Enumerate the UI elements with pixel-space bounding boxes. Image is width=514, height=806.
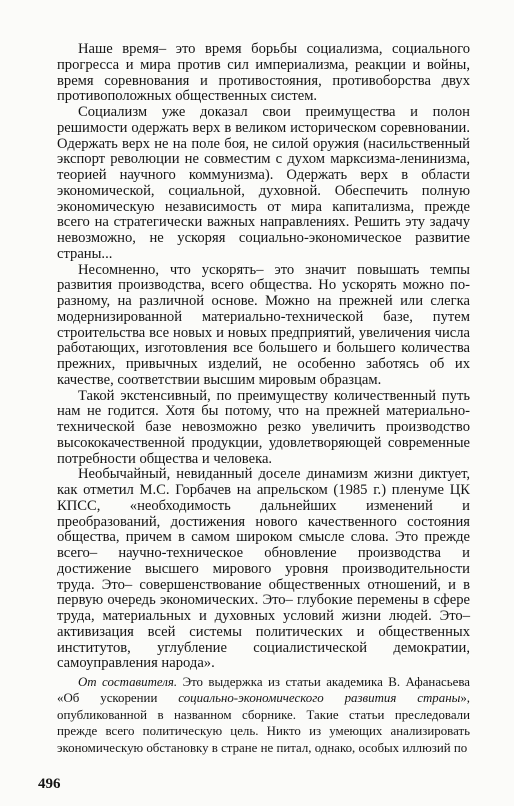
compiler-note-lead: От составителя. (78, 675, 178, 689)
compiler-note-text: Это выдержка из статьи академика В. Афанасьева «Об ускорении (57, 675, 471, 706)
paragraph: Наше время– это время борьбы социализма, социального прогресса и мира против сил империализма, реакции и войны, время соревнования и противостояния, противоборства двух противоположных общественных систем. (57, 41, 470, 105)
paragraph: Необычайный, невиданный доселе динамизм жизни диктует, как отметил М.С. Горбачев на апрельском (1985 г.) пленуме ЦК КПСС, «необходимость дальнейших изменений и преобразований, достижения нового качественного состояния общества, причем в самом широком смысле слова. Это прежде всего– научно-техническое обновление производства и достижение высшего мирового уровня производительности труда. Это– совершенствование общественных отношений, и в первую очередь экономических. Это– глубокие перемены в сфере труда, материальных и духовных условий жизни людей. Это– активизация всей системы политических и общественных институтов, углубление социалистической демократии, самоуправления народа». (57, 466, 470, 672)
compiler-note (57, 674, 470, 756)
paragraph: Такой экстенсивный, по преимуществу количественный путь нам не годится. Хотя бы потому, что на прежней материально-технической базе невозможно резко увеличить производство высококачественной продукции, удовлетворяющей современные потребности общества и человека. (57, 387, 470, 467)
page-body-text (57, 42, 470, 756)
compiler-note-text-continued: », опубликованной в названном сборнике. Такие статьи преследовали прежде всего политическую цель. Никто из умеющих анализировать экономическую обстановку в стране не питал, однако, особых иллюзий по (57, 691, 470, 755)
paragraph: Социализм уже доказал свои преимущества и полон решимости одержать верх в великом историческом соревновании. Одержать верх не на поле боя, не силой оружия (насильственный экспорт революции не совместим с духом марксизма-ленинизма, теорией научного коммунизма). Одержать верх в области экономической, социальной, духовной. Обеспечить полную экономическую независимость от мира капитализма, прежде всего на стратегически важных направлениях. Решить эту задачу невозможно, не ускоряя социально-экономическое развитие страны... (57, 104, 470, 262)
page-number: 496 (38, 776, 61, 792)
paragraph: Несомненно, что ускорять– это значит повышать темпы развития производства, всего общества. Но ускорять можно по-разному, на различной основе. Можно на прежней или слегка модернизированной материально-технической базе, путем строительства все новых и новых предприятий, увеличения числа работающих, изготовления все большего и большего количества прежних, привычных изделий, не особенно заботясь об их качестве, соответствии высшим мировым образцам. (57, 261, 470, 388)
compiler-note-article-title: социально-экономического развития страны (178, 691, 461, 706)
